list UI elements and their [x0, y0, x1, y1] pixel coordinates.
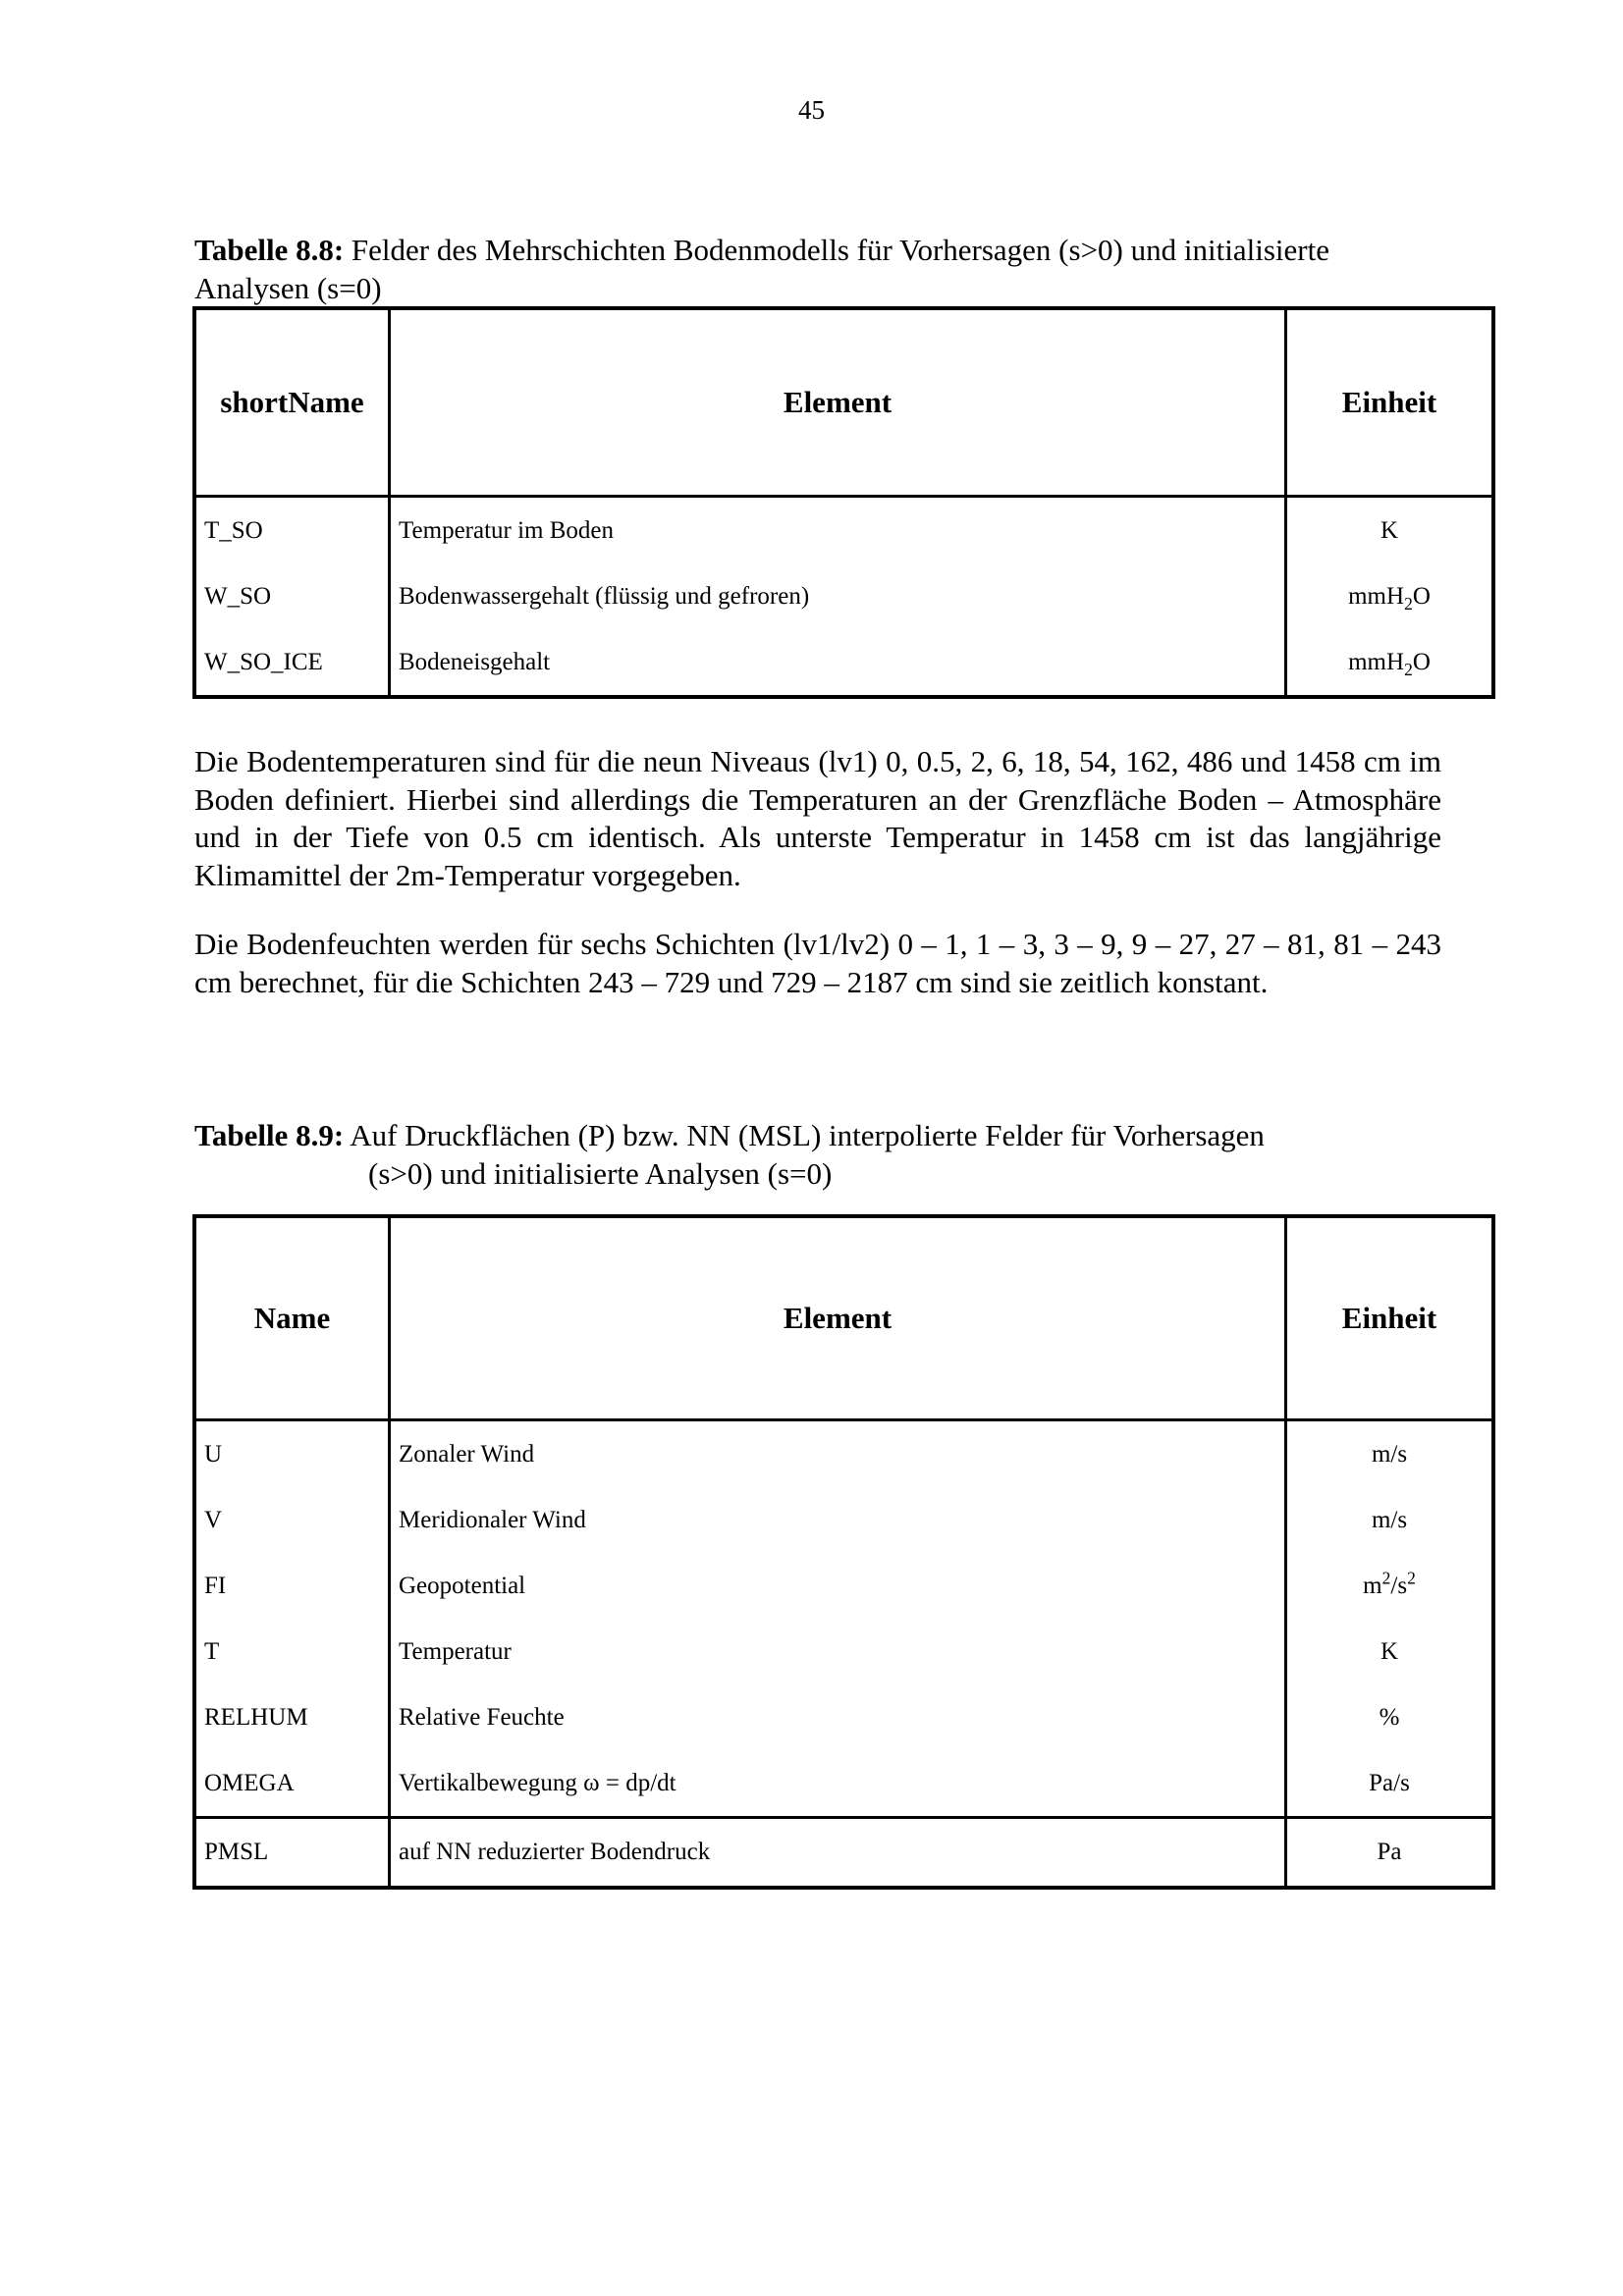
cell-element: Temperatur	[388, 1619, 1284, 1684]
cell-element: Zonaler Wind	[388, 1421, 1284, 1487]
cell-name: PMSL	[196, 1816, 388, 1886]
cell-name: T	[204, 1637, 220, 1665]
header-einheit: Einheit	[1284, 310, 1491, 498]
unit-base: mmH	[1348, 582, 1405, 610]
cell-unit: m/s	[1284, 1421, 1491, 1487]
table-row	[196, 1487, 1491, 1553]
cell-name: V	[204, 1506, 223, 1533]
unit-b: /s	[1390, 1572, 1408, 1599]
paragraph-soil-temperature: Die Bodentemperaturen sind für die neun Niveaus (lv1) 0, 0.5, 2, 6, 18, 54, 162, 486 und 1458 cm im Boden definiert. Hierbei sind allerdings die Temperaturen an der Grenzfläche Boden – Atmosphäre und in der Tiefe von 0.5 cm identisch. Als unterste Temperatur in 1458 cm ist das langjährige Klimamittel der 2m-Temperatur vorgegeben.	[194, 744, 1441, 892]
cell-name: FI	[204, 1572, 227, 1599]
cell-element: Relative Feuchte	[388, 1684, 1284, 1750]
table-header-row	[196, 1218, 1491, 1421]
cell-unit	[1284, 629, 1491, 695]
paragraph-soil-moisture: Die Bodenfeuchten werden für sechs Schichten (lv1/lv2) 0 – 1, 1 – 3, 3 – 9, 9 – 27, 27 – 81, 81 – 243 cm berechnet, für die Schichten 243 – 729 und 729 – 2187 cm sind sie zeitlich konstant.	[194, 927, 1441, 999]
cell-element: Meridionaler Wind	[388, 1487, 1284, 1553]
table-row	[196, 1421, 1491, 1487]
cell-unit: Pa	[1284, 1816, 1491, 1886]
table-row	[196, 1816, 1491, 1886]
cell-name: OMEGA	[204, 1769, 295, 1796]
table-row	[196, 1684, 1491, 1750]
cell-unit: K	[1284, 498, 1491, 563]
cell-element: Bodenwassergehalt (flüssig und gefroren)	[388, 563, 1284, 629]
unit-a: m	[1363, 1572, 1382, 1599]
cell-name: T_SO	[204, 516, 263, 544]
table-row	[196, 629, 1491, 695]
header-element: Element	[388, 310, 1284, 498]
unit-subscript: 2	[1404, 659, 1413, 679]
cell-element: Temperatur im Boden	[388, 498, 1284, 563]
table-88	[192, 306, 1495, 699]
table-row	[196, 1750, 1491, 1816]
table-88-caption	[194, 231, 1441, 307]
cell-unit	[1284, 1553, 1491, 1619]
header-name: Name	[196, 1218, 388, 1421]
cell-unit	[1284, 563, 1491, 629]
header-einheit: Einheit	[1284, 1218, 1491, 1421]
page-number: 45	[798, 95, 825, 125]
table-row	[196, 1619, 1491, 1684]
header-shortname: shortName	[196, 310, 388, 498]
cell-unit: Pa/s	[1284, 1750, 1491, 1816]
cell-unit: %	[1284, 1684, 1491, 1750]
unit-superscript-a: 2	[1381, 1568, 1391, 1588]
unit-subscript: 2	[1404, 593, 1413, 614]
unit-base: mmH	[1348, 648, 1405, 675]
unit-superscript-b: 2	[1407, 1568, 1416, 1588]
cell-element: auf NN reduzierter Bodendruck	[388, 1816, 1284, 1886]
cell-name: W_SO_ICE	[204, 648, 323, 675]
cell-name: RELHUM	[204, 1703, 308, 1731]
unit-tail: O	[1412, 648, 1431, 675]
table-88-label: Tabelle 8.8:	[194, 233, 345, 267]
table-89-caption-line2: (s>0) und initialisierte Analysen (s=0)	[368, 1156, 833, 1191]
table-88-caption-text: Felder des Mehrschichten Bodenmodells für Vorhersagen (s>0) und initialisierte Analysen (s=0)	[194, 233, 1329, 305]
table-row	[196, 563, 1491, 629]
cell-name: W_SO	[204, 582, 272, 610]
cell-element: Bodeneisgehalt	[388, 629, 1284, 695]
cell-unit: K	[1284, 1619, 1491, 1684]
table-header-row	[196, 310, 1491, 498]
cell-element: Geopotential	[388, 1553, 1284, 1619]
table-89	[192, 1214, 1495, 1890]
cell-name: U	[204, 1440, 223, 1468]
table-89-caption-line1: Auf Druckflächen (P) bzw. NN (MSL) interpolierte Felder für Vorhersagen	[350, 1118, 1265, 1152]
table-row	[196, 498, 1491, 563]
table-89-caption	[194, 1116, 1441, 1193]
header-element: Element	[388, 1218, 1284, 1421]
table-89-label: Tabelle 8.9:	[194, 1118, 345, 1152]
cell-unit: m/s	[1284, 1487, 1491, 1553]
unit-tail: O	[1412, 582, 1431, 610]
cell-element: Vertikalbewegung ω = dp/dt	[388, 1750, 1284, 1816]
table-row	[196, 1553, 1491, 1619]
